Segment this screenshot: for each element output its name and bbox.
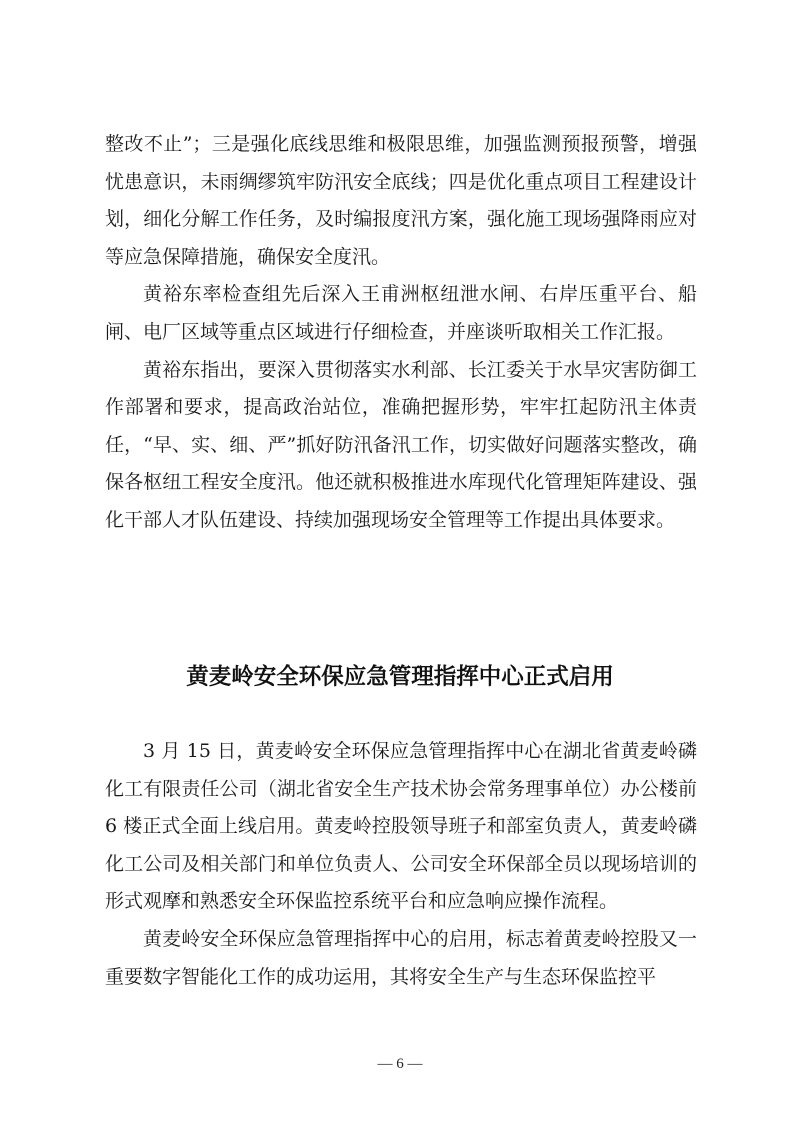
paragraph-instructions: 黄裕东指出，要深入贯彻落实水利部、长江委关于水旱灾害防御工作部署和要求，提高政治站位，准确把握形势，牢牢扛起防汛主体责任，“早、实、细、严”抓好防汛备汛工作，切实做好问题落实整改，确保各枢纽工程安全度汛。他还就积极推进水库现代化管理矩阵建设、强化干部人才队伍建设、持续加强现场安全管理等工作提出具体要求。 <box>105 358 697 531</box>
paragraph-significance: 黄麦岭安全环保应急管理指挥中心的启用，标志着黄麦岭控股又一重要数字智能化工作的成功运用，其将安全生产与生态环保监控平 <box>105 927 697 988</box>
article-title: 黄麦岭安全环保应急管理指挥中心正式启用 <box>186 664 614 690</box>
paragraph-continuation: 整改不止”；三是强化底线思维和极限思维，加强监测预报预警，增强忧患意识，未雨绸缪筑牢防汛安全底线；四是优化重点项目工程建设计划，细化分解工作任务，及时编报度汛方案，强化施工现场强降雨应对等应急保障措施，确保安全度汛。 <box>105 133 697 268</box>
section-two-body <box>105 733 697 996</box>
section-one-body <box>105 126 697 540</box>
page-number: — 6 — <box>377 1056 423 1072</box>
paragraph-launch: 3 月 15 日，黄麦岭安全环保应急管理指挥中心在湖北省黄麦岭磷化工有限责任公司（湖北省安全生产技术协会常务理事单位）办公楼前 6 楼正式全面上线启用。黄麦岭控股领导班子和部室负责人，黄麦岭磷化工公司及相关部门和单位负责人、公司安全环保部全员以现场培训的形式观摩和熟悉安全环保监控系统平台和应急响应操作流程。 <box>105 740 697 913</box>
paragraph-inspection: 黄裕东率检查组先后深入王甫洲枢纽泄水闸、右岸压重平台、船闸、电厂区域等重点区域进行仔细检查，并座谈听取相关工作汇报。 <box>105 283 697 343</box>
